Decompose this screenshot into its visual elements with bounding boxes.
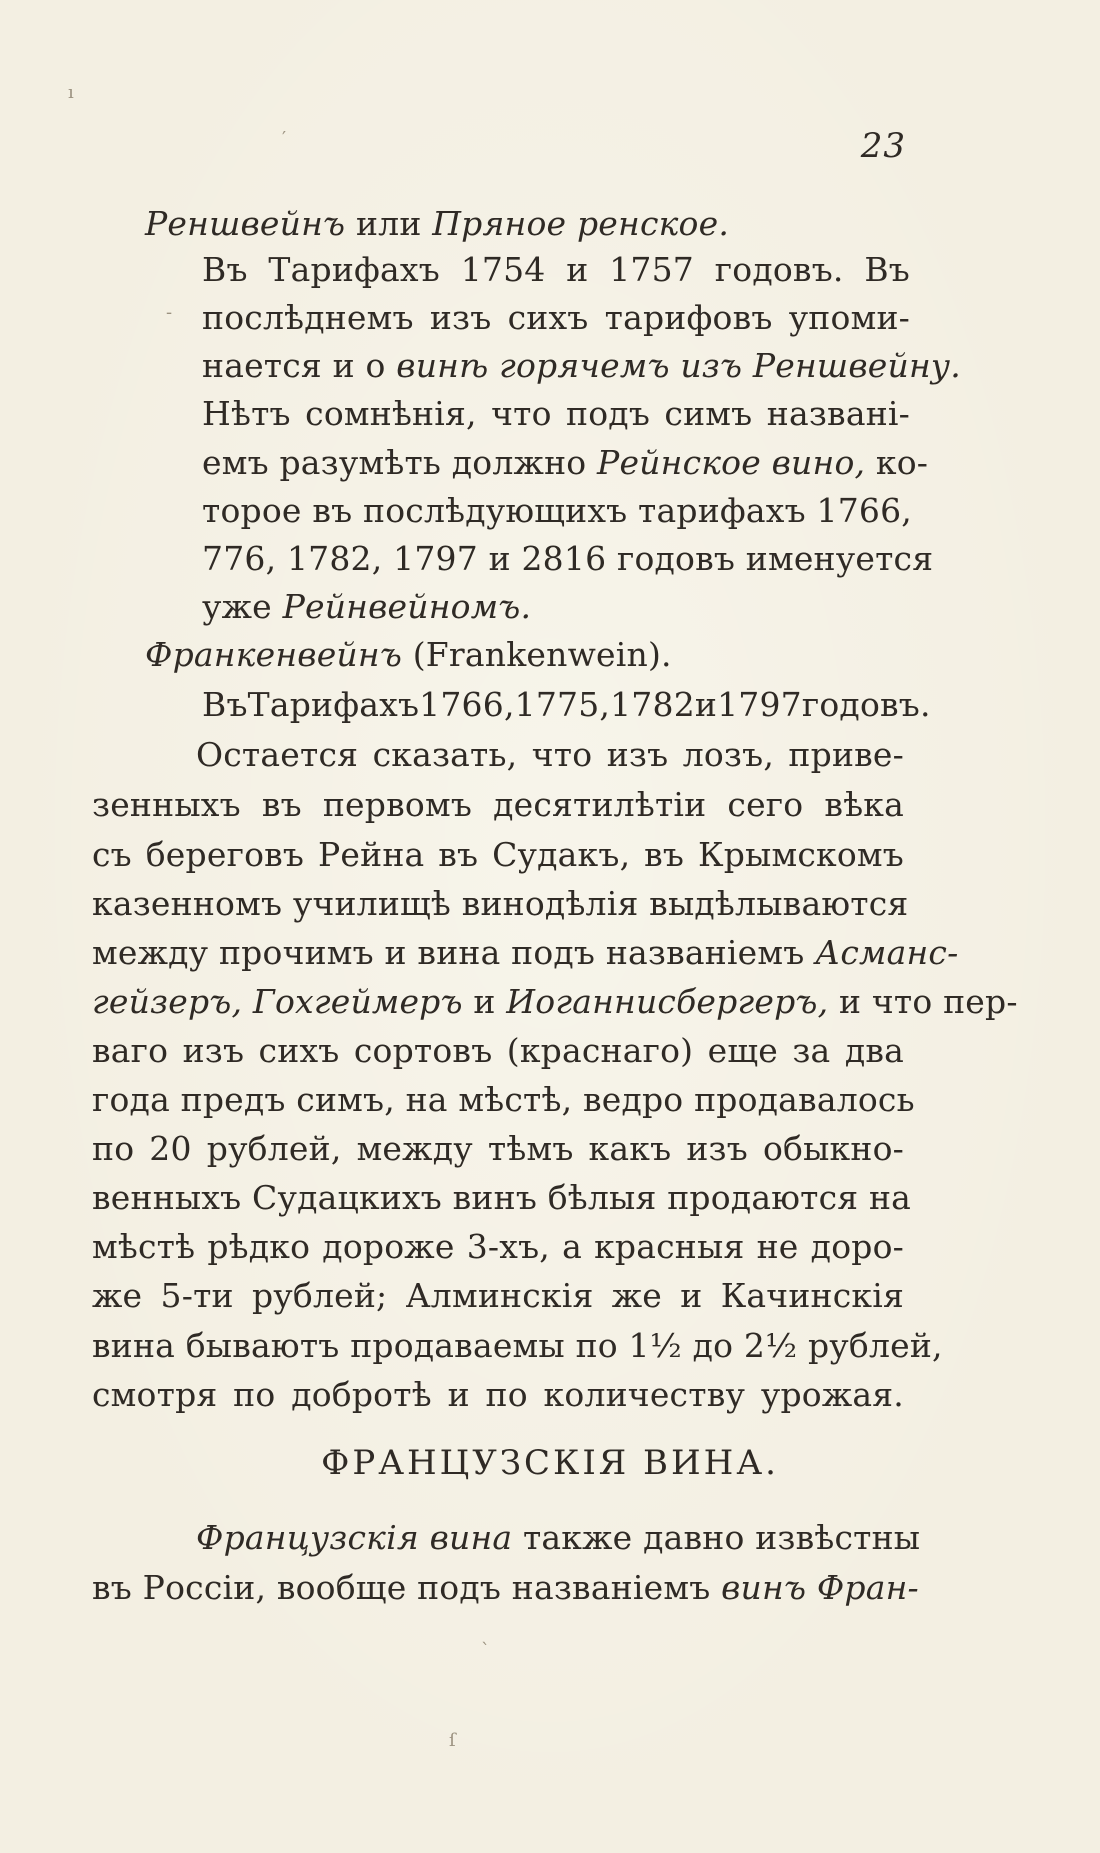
text-line-3 xyxy=(202,346,961,385)
entry-title-rensweinn xyxy=(145,204,730,243)
text-line-4: Нѣтъ сомнѣнія, что подъ симъ названі- xyxy=(202,394,910,433)
text-line-5-tail: ко- xyxy=(865,443,929,482)
paragraph-2-line-5: мѣстѣ рѣдко дороже 3-хъ, а красныя не доро- xyxy=(92,1227,904,1266)
paper-speck: - xyxy=(166,302,173,323)
text-line-1: Въ Тарифахъ 1754 и 1757 годовъ. Въ xyxy=(202,250,910,289)
entry-title-italic-2: Пряное ренское. xyxy=(432,204,730,243)
entry-title-plain: или xyxy=(345,204,433,243)
paragraph-2-line-7: вина бываютъ продаваемы по 1½ до 2½ рублей, xyxy=(92,1326,943,1365)
paragraph-2-line-2: года предъ симъ, на мѣстѣ, ведро продавалось xyxy=(92,1080,915,1119)
paragraph-2-line-6: же 5-ти рублей; Алминскія же и Качинскія xyxy=(92,1276,904,1315)
paragraph-1-line-5-italic: Асманс- xyxy=(815,933,959,972)
paragraph-1-line-5-plain: между прочимъ и вина подъ названіемъ xyxy=(92,933,816,972)
paragraph-1-line-2: зенныхъ въ первомъ десятилѣтіи сего вѣка xyxy=(92,785,904,824)
paragraph-2-line-3: по 20 рублей, между тѣмъ какъ изъ обыкно- xyxy=(92,1129,904,1168)
paragraph-1-line-3: съ береговъ Рейна въ Судакъ, въ Крымскомъ xyxy=(92,835,904,874)
paragraph-2-line-4: венныхъ Судацкихъ винъ бѣлыя продаются на xyxy=(92,1178,912,1217)
text-line-3-italic: винѣ горячемъ изъ Реншвейну. xyxy=(396,346,961,385)
final-paragraph-line-2 xyxy=(92,1568,919,1607)
final-paragraph-line-2-plain: въ Россіи, вообще подъ названіемъ xyxy=(92,1568,722,1607)
text-line-8 xyxy=(202,587,532,626)
paragraph-1-line-6-italic-3: Иоганнисбергеръ, xyxy=(506,982,829,1021)
paragraph-1-line-1: Остается сказать, что изъ лозъ, приве- xyxy=(196,735,904,774)
paragraph-1-line-6 xyxy=(92,982,1018,1021)
text-line-5-italic: Рейнское вино, xyxy=(597,443,866,482)
text-line-8-plain: уже xyxy=(202,587,283,626)
paragraph-1-line-6-tail: и что пер- xyxy=(828,982,1018,1021)
paper-speck: ′ xyxy=(282,128,287,149)
final-paragraph-line-1-plain: также давно извѣстны xyxy=(512,1518,921,1557)
paragraph-1-line-5 xyxy=(92,933,959,972)
entry-title-frankenwein-plain: (Frankenwein). xyxy=(402,635,672,674)
paper-speck: ˋ xyxy=(481,1640,490,1661)
final-paragraph-line-2-italic: винъ Фран- xyxy=(721,1568,919,1607)
paragraph-2-line-8: смотря по добротѣ и по количеству урожая. xyxy=(92,1375,904,1414)
page-number: 23 xyxy=(860,126,906,166)
paper-speck: ſ xyxy=(449,1730,456,1751)
text-line-7: 776, 1782, 1797 и 2816 годовъ именуется xyxy=(202,539,934,578)
paragraph-1-line-6-plain: и xyxy=(462,982,507,1021)
text-line-2: послѣднемъ изъ сихъ тарифовъ упоми- xyxy=(202,298,910,337)
entry-title-frankenwein xyxy=(145,635,672,674)
text-line-5 xyxy=(202,443,929,482)
text-line-6: торое въ послѣдующихъ тарифахъ 1766, xyxy=(202,491,912,530)
entry-title-frankenwein-italic: Франкенвейнъ xyxy=(145,635,403,674)
section-heading-french-wines: ФРАНЦУЗСКІЯ ВИНА. xyxy=(321,1443,779,1483)
paragraph-1-line-6-italic-1: гейзеръ, xyxy=(92,982,243,1021)
text-line-8-italic: Рейнвейномъ. xyxy=(282,587,532,626)
final-paragraph-line-1 xyxy=(196,1518,921,1557)
tariff-line: ВъТарифахъ1766,1775,1782и1797годовъ. xyxy=(202,685,931,724)
paper-speck: ı xyxy=(68,82,74,103)
entry-title-italic-1: Реншвейнъ xyxy=(145,204,346,243)
paragraph-2-line-1: ваго изъ сихъ сортовъ (краснаго) еще за два xyxy=(92,1031,904,1070)
paragraph-1-line-4: казенномъ училищѣ винодѣлія выдѣлываются xyxy=(92,884,909,923)
final-paragraph-line-1-italic: Французскія вина xyxy=(196,1518,513,1557)
paragraph-1-line-6-italic-2: Гохгеймеръ xyxy=(252,982,463,1021)
text-line-3-plain: нается и о xyxy=(202,346,397,385)
text-line-5-plain: емъ разумѣть должно xyxy=(202,443,598,482)
